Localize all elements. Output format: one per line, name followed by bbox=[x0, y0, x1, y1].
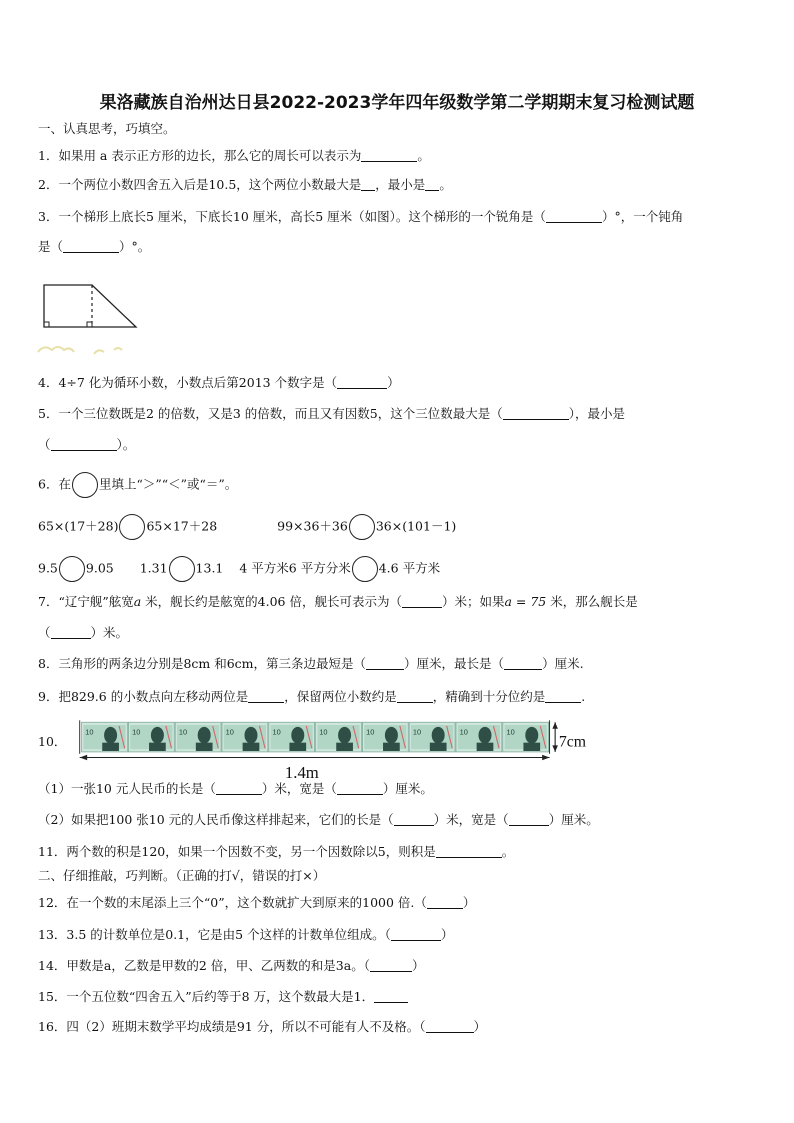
question-13: 13．3.5 的计数单位是0.1，它是由5 个这样的计数单位组成。（ ） bbox=[38, 927, 454, 942]
arrow-up-head bbox=[552, 722, 558, 729]
compare-circle[interactable] bbox=[72, 472, 98, 498]
portrait-icon bbox=[478, 727, 491, 744]
question-1: 1．如果用 a 表示正方形的边长，那么它的周长可以表示为 。 bbox=[38, 148, 430, 163]
banknote-denomination: 10 bbox=[132, 727, 141, 737]
banknote-denomination: 10 bbox=[366, 727, 375, 737]
banknote-denomination: 10 bbox=[459, 727, 468, 737]
answer-blank[interactable] bbox=[426, 1020, 474, 1033]
banknote bbox=[128, 722, 174, 752]
question-16: 16．四（2）班期末数学平均成绩是91 分，所以不可能有人不及格。（ ） bbox=[38, 1019, 487, 1034]
question-6-row-2: 9.5 9.05 1.31 13.1 4 平方米6 平方分米 4.6 平方米 bbox=[38, 556, 758, 582]
compare-circle[interactable] bbox=[119, 514, 145, 540]
banknote-denomination: 10 bbox=[178, 727, 188, 737]
question-5-line-1: 5．一个三位数既是2 的倍数，又是3 的倍数，而且又有因数5，这个三位数最大是（ ），最小是 bbox=[38, 406, 626, 421]
answer-blank[interactable] bbox=[394, 813, 434, 826]
answer-blank[interactable] bbox=[391, 928, 441, 941]
question-10-sub-1: （1）一张10 元人民币的长是（ ）米，宽是（ ）厘米。 bbox=[38, 781, 433, 796]
section-2-heading: 二、仔细推敲，巧判断。（正确的打√，错误的打×） bbox=[38, 868, 326, 883]
faint-smudge bbox=[38, 347, 122, 354]
question-5-line-2: （ ）。 bbox=[38, 437, 136, 452]
question-8: 8．三角形的两条边分别是8cm 和6cm，第三条边最短是（ ）厘米，最长是（ ）厘米. bbox=[38, 656, 584, 671]
question-15: 15．一个五位数“四舍五入”后约等于8 万，这个数最大是1． bbox=[38, 989, 758, 1005]
answer-blank[interactable] bbox=[436, 845, 502, 858]
banknote-row bbox=[82, 722, 549, 752]
banknote bbox=[222, 722, 268, 752]
question-11: 11．两个数的积是120，如果一个因数不变，另一个因数除以5，则积是 。 bbox=[38, 844, 515, 859]
banknote-denomination: 10 bbox=[85, 727, 94, 737]
answer-blank[interactable] bbox=[503, 407, 569, 420]
answer-blank[interactable] bbox=[427, 896, 463, 909]
portrait-icon bbox=[244, 727, 257, 744]
answer-blank[interactable] bbox=[248, 690, 284, 703]
answer-blank[interactable] bbox=[51, 438, 117, 451]
answer-blank[interactable] bbox=[51, 626, 91, 639]
trapezoid-figure bbox=[34, 270, 144, 360]
banknote bbox=[456, 722, 502, 752]
banknote bbox=[316, 722, 362, 752]
right-angle-mark bbox=[87, 322, 92, 327]
question-7-line-2: （ ）米。 bbox=[38, 625, 129, 640]
question-9: 9．把829.6 的小数点向左移动两位是 ，保留两位小数约是 ，精确到十分位约是 . bbox=[38, 689, 586, 704]
height-label: 7cm bbox=[558, 733, 587, 751]
arrow-right-head bbox=[542, 755, 549, 761]
trapezoid-shape bbox=[44, 285, 136, 327]
page-title: 果洛藏族自治州达日县2022-2023学年四年级数学第二学期期末复习检测试题 bbox=[99, 93, 695, 113]
answer-blank[interactable] bbox=[366, 657, 404, 670]
question-7-line-1: 7．“辽宁舰”舷宽a 米，舰长约是舷宽的4.06 倍，舰长可表示为（ ）米；如果a = 75 米，那么舰长是 bbox=[38, 594, 638, 609]
answer-blank[interactable] bbox=[63, 240, 119, 253]
question-3-line-2: 是（ ）°。 bbox=[38, 239, 151, 254]
compare-circle[interactable] bbox=[59, 556, 85, 582]
banknote-denomination: 10 bbox=[225, 727, 234, 737]
length-label: 1.4m bbox=[284, 762, 319, 782]
answer-blank[interactable] bbox=[402, 595, 442, 608]
portrait-icon bbox=[198, 727, 211, 744]
answer-blank[interactable] bbox=[546, 210, 602, 223]
answer-blank[interactable] bbox=[361, 178, 375, 191]
portrait-icon bbox=[338, 727, 351, 744]
answer-blank[interactable] bbox=[397, 690, 433, 703]
banknote-denomination: 10 bbox=[319, 727, 328, 737]
answer-blank[interactable] bbox=[337, 376, 387, 389]
portrait-icon bbox=[291, 727, 304, 744]
arrow-down-head bbox=[552, 745, 558, 752]
answer-blank[interactable] bbox=[216, 782, 262, 795]
banknote-denomination: 10 bbox=[506, 727, 515, 737]
banknote-strip-figure bbox=[76, 716, 596, 786]
banknote-denomination: 10 bbox=[272, 727, 281, 737]
portrait-icon bbox=[151, 727, 164, 744]
portrait-icon bbox=[385, 727, 398, 744]
answer-blank[interactable] bbox=[374, 990, 408, 1003]
portrait-icon bbox=[104, 727, 117, 744]
question-14: 14．甲数是a，乙数是甲数的2 倍，甲、乙两数的和是3a。（ ） bbox=[38, 958, 425, 973]
compare-circle[interactable] bbox=[352, 556, 378, 582]
question-12: 12．在一个数的末尾添上三个“0”，这个数就扩大到原来的1000 倍.（ ） bbox=[38, 895, 476, 910]
compare-circle[interactable] bbox=[169, 556, 195, 582]
question-4: 4．4÷7 化为循环小数，小数点后第2013 个数字是（ ） bbox=[38, 375, 400, 390]
banknote bbox=[362, 722, 408, 752]
banknote bbox=[269, 722, 315, 752]
answer-blank[interactable] bbox=[504, 657, 542, 670]
answer-blank[interactable] bbox=[337, 782, 383, 795]
answer-blank[interactable] bbox=[361, 149, 417, 162]
arrow-left-head bbox=[80, 755, 87, 761]
answer-blank[interactable] bbox=[509, 813, 549, 826]
banknote-denomination: 10 bbox=[412, 727, 422, 737]
banknote bbox=[409, 722, 455, 752]
banknote bbox=[82, 722, 128, 752]
answer-blank[interactable] bbox=[425, 178, 439, 191]
question-6-row-1: 65×(17＋28) 65×17＋28 99×36＋36 36×(101－1) bbox=[38, 514, 758, 540]
question-2: 2．一个两位小数四舍五入后是10.5，这个两位小数最大是 ，最小是 。 bbox=[38, 177, 452, 192]
question-10-number: 10． bbox=[38, 734, 67, 749]
question-10-sub-2: （2）如果把100 张10 元的人民币像这样排起来，它们的长是（ ）米，宽是（ ）厘米。 bbox=[38, 812, 599, 827]
question-3-line-1: 3．一个梯形上底长5 厘米，下底长10 厘米，高长5 厘米（如图）。这个梯形的一个锐角是（ ）°，一个钝角 bbox=[38, 209, 684, 224]
compare-circle[interactable] bbox=[349, 514, 375, 540]
right-angle-mark bbox=[44, 322, 49, 327]
question-6: 6．在 里填上“＞”“＜”或“＝”。 bbox=[38, 472, 758, 498]
portrait-icon bbox=[525, 727, 538, 744]
answer-blank[interactable] bbox=[370, 959, 412, 972]
portrait-icon bbox=[432, 727, 445, 744]
banknote bbox=[175, 722, 221, 752]
banknote bbox=[503, 722, 549, 752]
answer-blank[interactable] bbox=[545, 690, 581, 703]
section-1-heading: 一、认真思考，巧填空。 bbox=[38, 121, 176, 136]
